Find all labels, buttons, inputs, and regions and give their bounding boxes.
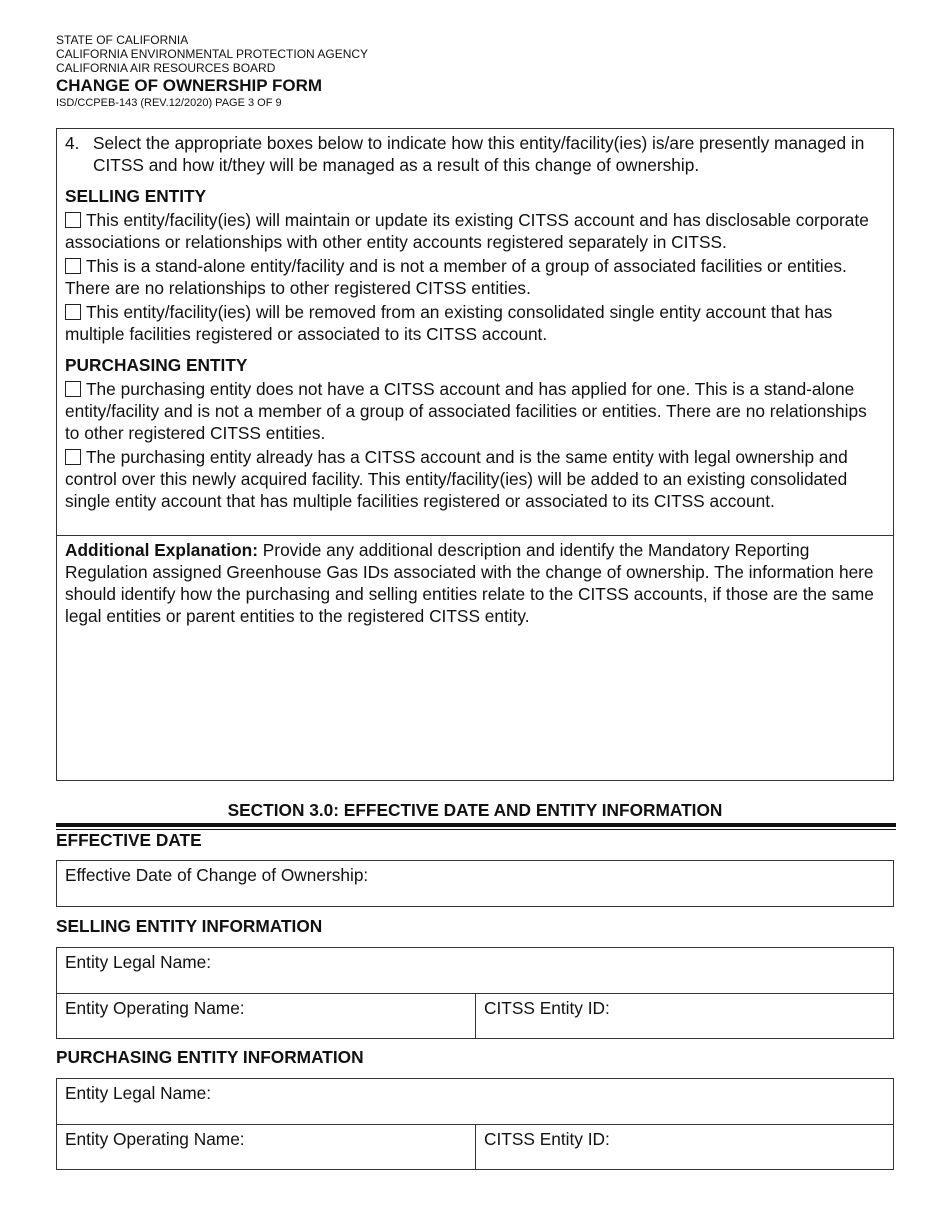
effective-date-heading: EFFECTIVE DATE — [56, 830, 202, 850]
form-header — [56, 33, 368, 110]
purchasing-option-2 — [65, 446, 885, 512]
purchasing-citss-id-label: CITSS Entity ID: — [484, 1129, 610, 1149]
purchasing-option-1-checkbox[interactable] — [65, 381, 81, 397]
header-board: CALIFORNIA AIR RESOURCES BOARD — [56, 61, 276, 75]
selling-option-3-label: This entity/facility(ies) will be removed from an existing consolidated single entity account that has multiple facilities registered or associated to its CITSS account. — [65, 302, 833, 344]
selling-option-1-checkbox[interactable] — [65, 212, 81, 228]
selling-legal-name-field[interactable] — [57, 948, 893, 993]
selling-option-3-checkbox[interactable] — [65, 304, 81, 320]
question-4 — [65, 132, 885, 176]
selling-entity-info-box — [56, 947, 894, 1039]
purchasing-entity-heading: PURCHASING ENTITY — [65, 355, 248, 375]
section-3-heading: SECTION 3.0: EFFECTIVE DATE AND ENTITY INFORMATION — [227, 800, 723, 820]
purchasing-entity-info-heading: PURCHASING ENTITY INFORMATION — [56, 1047, 364, 1067]
purchasing-legal-name-label: Entity Legal Name: — [65, 1083, 212, 1103]
purchasing-option-2-checkbox[interactable] — [65, 449, 81, 465]
purchasing-operating-name-field[interactable] — [57, 1125, 475, 1169]
additional-explanation-box[interactable] — [56, 535, 894, 781]
selling-citss-id-field[interactable] — [476, 994, 893, 1038]
question-text: Select the appropriate boxes below to indicate how this entity/facility(ies) is/are presently managed in CITSS and how it/they will be managed as a result of this change of ownership. — [93, 133, 865, 175]
form-number: ISD/CCPEB-143 (REV.12/2020) PAGE 3 OF 9 — [56, 97, 282, 109]
question-number: 4. — [65, 133, 80, 153]
purchasing-option-2-label: The purchasing entity already has a CITSS account and is the same entity with legal ownership and control over this newly acquired facility. This entity/facility(ies) will be added to an existing consolidated single entity account that has multiple facilities registered or associated to its CITSS account. — [65, 447, 848, 511]
effective-date-box — [56, 860, 894, 907]
selling-operating-name-label: Entity Operating Name: — [65, 998, 245, 1018]
selling-option-3 — [65, 301, 885, 345]
selling-option-2 — [65, 255, 885, 299]
additional-explanation-label: Additional Explanation: — [65, 540, 258, 560]
purchasing-option-1 — [65, 378, 885, 444]
purchasing-operating-name-label: Entity Operating Name: — [65, 1129, 245, 1149]
question-4-box — [56, 128, 894, 536]
selling-entity-info-heading: SELLING ENTITY INFORMATION — [56, 916, 323, 936]
section-divider-thick — [56, 823, 896, 827]
selling-option-1 — [65, 209, 885, 253]
selling-option-1-label: This entity/facility(ies) will maintain or update its existing CITSS account and has disclosable corporate associations or relationships with other entity accounts registered separately in CITSS. — [65, 210, 869, 252]
selling-citss-id-label: CITSS Entity ID: — [484, 998, 610, 1018]
purchasing-legal-name-field[interactable] — [57, 1079, 893, 1124]
header-state: STATE OF CALIFORNIA — [56, 33, 189, 47]
header-agency: CALIFORNIA ENVIRONMENTAL PROTECTION AGENCY — [56, 47, 369, 61]
purchasing-option-1-label: The purchasing entity does not have a CITSS account and has applied for one. This is a stand-alone entity/facility and is not a member of a group of associated facilities or entities. There are no relationships to other registered CITSS entities. — [65, 379, 867, 443]
selling-entity-heading: SELLING ENTITY — [65, 186, 207, 206]
effective-date-field-label: Effective Date of Change of Ownership: — [65, 865, 369, 885]
selling-option-2-label: This is a stand-alone entity/facility and is not a member of a group of associated facilities or entities. There are no relationships to other registered CITSS entities. — [65, 256, 847, 298]
additional-explanation-text — [65, 539, 885, 627]
selling-legal-name-label: Entity Legal Name: — [65, 952, 212, 972]
selling-operating-name-field[interactable] — [57, 994, 475, 1038]
selling-option-2-checkbox[interactable] — [65, 258, 81, 274]
purchasing-citss-id-field[interactable] — [476, 1125, 893, 1169]
form-title: CHANGE OF OWNERSHIP FORM — [56, 76, 323, 95]
additional-explanation-instructions: Provide any additional description and identify the Mandatory Reporting Regulation assigned Greenhouse Gas IDs associated with the change of ownership. The information here should identify how the purchasing and selling entities relate to the CITSS accounts, if those are the same legal entities or parent entities to the registered CITSS entity. — [65, 540, 874, 626]
effective-date-field[interactable] — [57, 861, 893, 906]
purchasing-entity-info-box — [56, 1078, 894, 1170]
